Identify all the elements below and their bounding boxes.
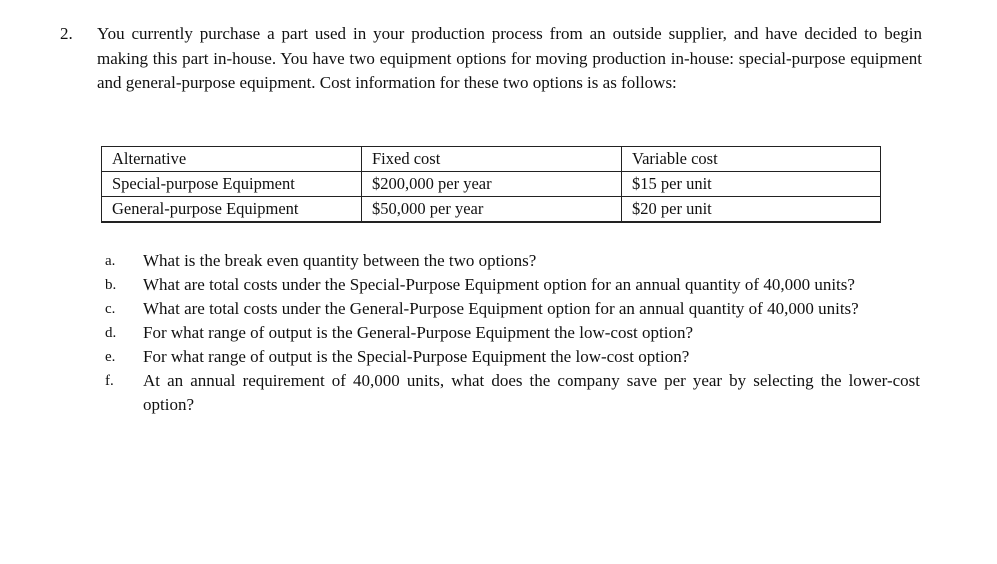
problem-number: 2. [60, 24, 73, 43]
question-item [105, 345, 920, 369]
table-cell: $50,000 per year [362, 197, 622, 223]
question-letter: c. [105, 301, 116, 317]
table-cell: $200,000 per year [362, 172, 622, 197]
question-item [105, 273, 920, 297]
question-letter: f. [105, 373, 114, 389]
question-text: What are total costs under the Special-Purpose Equipment option for an annual quantity of 40,000 units? [143, 275, 855, 294]
table-header-cell: Fixed cost [362, 147, 622, 172]
table-row [102, 172, 881, 197]
question-letter: a. [105, 253, 116, 269]
table-cell: Special-purpose Equipment [102, 172, 362, 197]
question-text: For what range of output is the General-Purpose Equipment the low-cost option? [143, 323, 694, 342]
table-cell: $15 per unit [622, 172, 881, 197]
question-item [105, 321, 920, 345]
question-text: At an annual requirement of 40,000 units, what does the company save per year by selecting the lower-cost option? [143, 371, 920, 414]
problem-intro: You currently purchase a part used in your production process from an outside supplier, and have decided to begin making this part in-house. You have two equipment options for moving production in-house: special-purpose equipment and general-purpose equipment. Cost information for these two options is as follows: [97, 24, 922, 92]
question-text: What is the break even quantity between the two options? [143, 251, 537, 270]
question-letter: e. [105, 349, 116, 365]
table-cell: General-purpose Equipment [102, 197, 362, 223]
question-list [105, 249, 920, 417]
question-item [105, 297, 920, 321]
question-item [105, 249, 920, 273]
table-header-cell: Variable cost [622, 147, 881, 172]
question-item [105, 369, 920, 417]
question-letter: b. [105, 277, 117, 293]
table-row [102, 197, 881, 223]
cost-table [101, 146, 881, 223]
problem-statement [60, 22, 922, 96]
table-header-row [102, 147, 881, 172]
question-letter: d. [105, 325, 117, 341]
table-header-cell: Alternative [102, 147, 362, 172]
question-text: What are total costs under the General-Purpose Equipment option for an annual quantity of 40,000 units? [143, 299, 859, 318]
question-text: For what range of output is the Special-Purpose Equipment the low-cost option? [143, 347, 690, 366]
table-cell: $20 per unit [622, 197, 881, 223]
